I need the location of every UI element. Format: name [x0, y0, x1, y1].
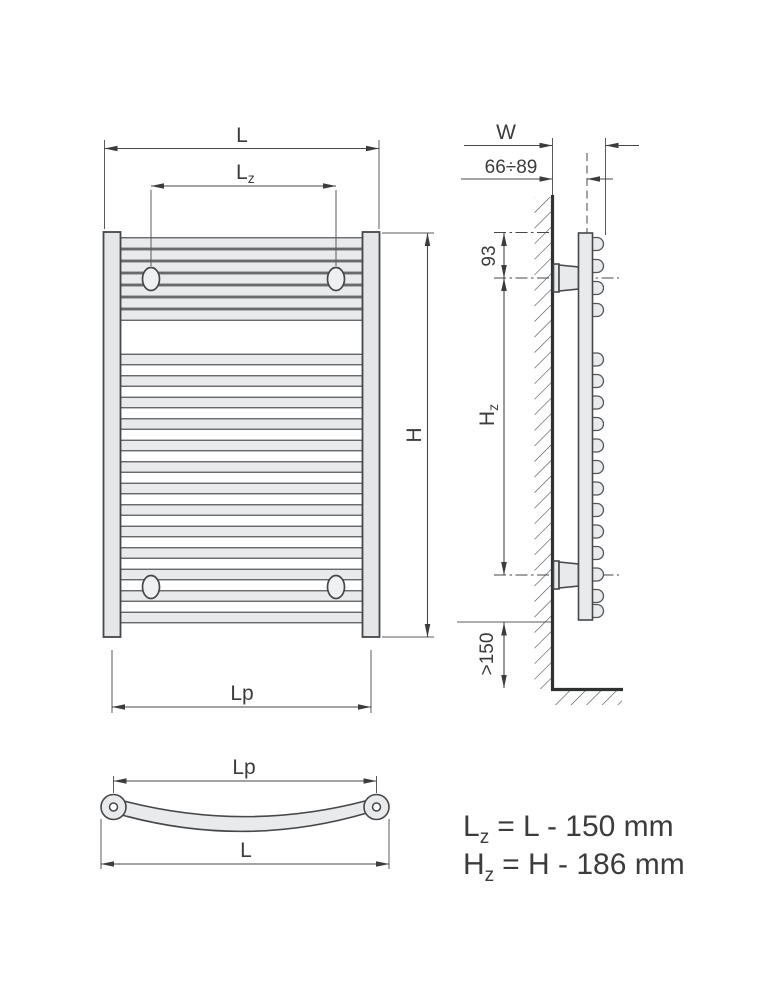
radiator-tube	[121, 462, 363, 473]
dim-label-depth: W	[496, 121, 516, 144]
formula-rhs: = L - 150 mm	[497, 810, 674, 843]
mounting-grommet	[328, 576, 345, 599]
dim-label-bottom-pitch: Lp	[232, 756, 256, 779]
floor-hatching	[555, 691, 622, 705]
radiator-tube	[121, 310, 363, 321]
front-tube-array	[121, 238, 363, 623]
left-collector	[104, 232, 121, 637]
bracket-flange	[554, 561, 560, 589]
dim-label-floor-clearance: >150	[477, 632, 498, 676]
side-view	[457, 121, 639, 705]
dim-label-main: H	[476, 410, 499, 427]
left-collector-bore	[110, 803, 118, 811]
radiator-tube	[121, 505, 363, 516]
bracket-flange	[554, 264, 560, 292]
radiator-tube	[121, 250, 363, 261]
radiator-tube	[121, 238, 363, 249]
formula-lhs: H	[463, 848, 485, 881]
formula-rhs: = H - 186 mm	[502, 848, 685, 881]
radiator-tube	[121, 612, 363, 623]
wall-hatching	[535, 197, 552, 689]
bracket-body	[559, 562, 579, 588]
radiator-tube	[121, 483, 363, 494]
mounting-grommet	[143, 268, 160, 291]
radiator-tube	[121, 354, 363, 365]
formula-Hz	[463, 848, 685, 886]
radiator-tube	[121, 548, 363, 559]
right-collector-bore	[373, 803, 381, 811]
formula-block	[463, 810, 685, 886]
front-view	[104, 124, 435, 713]
radiator-tube	[121, 376, 363, 387]
mounting-grommet	[143, 576, 160, 599]
curved-tube-profile	[120, 800, 367, 831]
lower-wall-bracket	[554, 561, 579, 589]
dim-label-bottom-width: L	[240, 839, 252, 862]
dim-label-front-width: L	[236, 124, 248, 147]
bottom-profile-view	[101, 756, 389, 869]
formula-subscript: z	[479, 827, 490, 848]
dim-label-front-height: H	[403, 427, 426, 443]
dim-label-front-connection-span	[236, 161, 255, 186]
side-collector-plate	[579, 233, 593, 620]
radiator-tube	[121, 526, 363, 537]
dim-label-wall-offset: 66÷89	[484, 157, 538, 178]
radiator-tube	[121, 419, 363, 430]
formula-Lz	[463, 810, 674, 848]
radiator-tube	[121, 440, 363, 451]
dim-label-subscript: z	[247, 170, 255, 186]
dim-label-top-to-bracket: 93	[479, 245, 500, 267]
dim-label-front-pitch: Lp	[230, 682, 254, 705]
dim-label-bracket-span	[476, 404, 501, 426]
mounting-grommet	[328, 268, 345, 291]
upper-wall-bracket	[554, 264, 579, 292]
dim-label-subscript: z	[485, 403, 501, 411]
formula-subscript: z	[484, 865, 495, 886]
formula-lhs: L	[463, 810, 480, 843]
bracket-body	[559, 265, 579, 291]
radiator-tube	[121, 397, 363, 408]
right-collector	[363, 232, 380, 637]
radiator-tube	[121, 298, 363, 309]
dim-label-main: L	[236, 161, 248, 184]
